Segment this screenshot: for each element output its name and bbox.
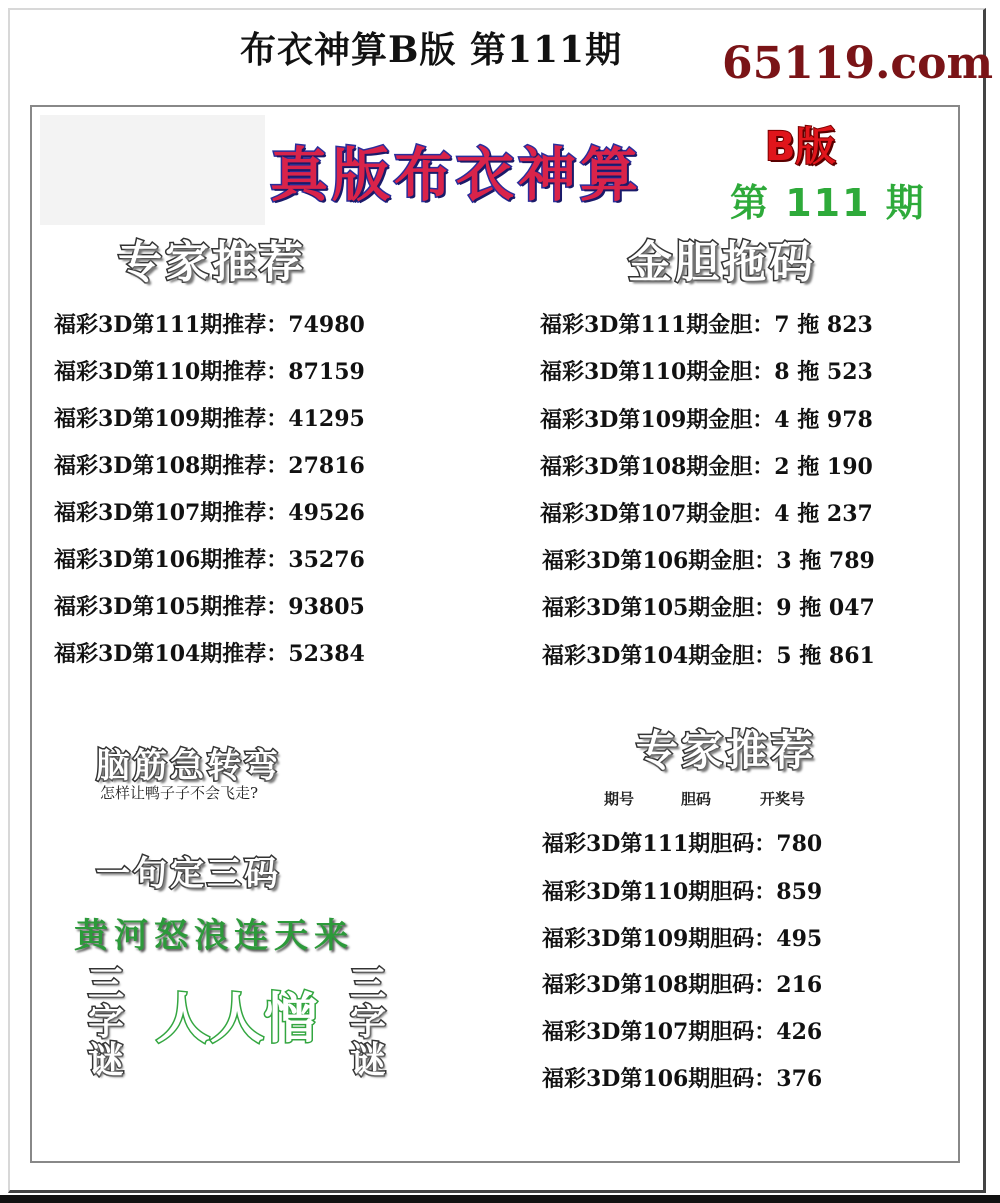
list-item: 福彩3D第106期推荐：35276 [54,547,365,573]
column-label-dan: 胆码 [681,790,712,808]
list-item: 福彩3D第110期推荐：87159 [54,359,365,385]
list-item: 福彩3D第105期金胆：9 拖 047 [542,595,875,621]
column-label-issue: 期号 [604,790,635,808]
list-item: 福彩3D第108期推荐：27816 [54,453,365,479]
oneline-heading: 一句定三码 [96,854,281,894]
list-item: 福彩3D第109期推荐：41295 [54,406,365,432]
list-item: 福彩3D第109期胆码：495 [542,926,823,952]
list-item: 福彩3D第111期金胆：7 拖 823 [540,312,873,338]
list-item: 福彩3D第106期金胆：3 拖 789 [542,548,875,574]
verse-text: 黄河怒浪连天来 [74,916,354,956]
grey-patch [40,115,265,225]
list-item: 福彩3D第111期推荐：74980 [54,312,365,338]
column-label-draw: 开奖号 [760,790,806,808]
expert-heading-right: 专家推荐 [636,726,817,775]
header-title: 布衣神算B版 第111期 [240,29,623,71]
list-item: 福彩3D第104期金胆：5 拖 861 [542,643,875,669]
banner-issue: 第 111 期 [730,181,926,225]
riddle-label-right: 三字谜 [349,964,386,1081]
bottom-bar [0,1195,1000,1203]
list-item: 福彩3D第106期胆码：376 [542,1066,823,1092]
site-domain[interactable]: 65119.com [722,38,994,89]
banner-edition: B版 [765,124,836,170]
list-item: 福彩3D第107期推荐：49526 [54,500,365,526]
riddle-heading: 脑筋急转弯 [96,746,281,786]
list-item: 福彩3D第104期推荐：52384 [54,641,365,667]
list-item: 福彩3D第105期推荐：93805 [54,594,365,620]
list-item: 福彩3D第109期金胆：4 拖 978 [540,407,873,433]
golden-heading: 金胆拖码 [628,237,816,288]
list-item: 福彩3D第110期金胆：8 拖 523 [540,359,873,385]
riddle-answer: 人人憎 [156,987,318,1050]
expert-heading-left: 专家推荐 [118,237,306,288]
riddle-question: 怎样让鸭子子不会飞走? [100,784,259,802]
list-item: 福彩3D第107期金胆：4 拖 237 [540,501,873,527]
list-item: 福彩3D第108期胆码：216 [542,972,823,998]
list-item: 福彩3D第110期胆码：859 [542,879,823,905]
list-item: 福彩3D第107期胆码：426 [542,1019,823,1045]
list-item: 福彩3D第108期金胆：2 拖 190 [540,454,873,480]
riddle-label-left: 三字谜 [87,964,124,1081]
list-item: 福彩3D第111期胆码：780 [542,831,823,857]
banner-title: 真版布衣神算 [270,141,643,209]
